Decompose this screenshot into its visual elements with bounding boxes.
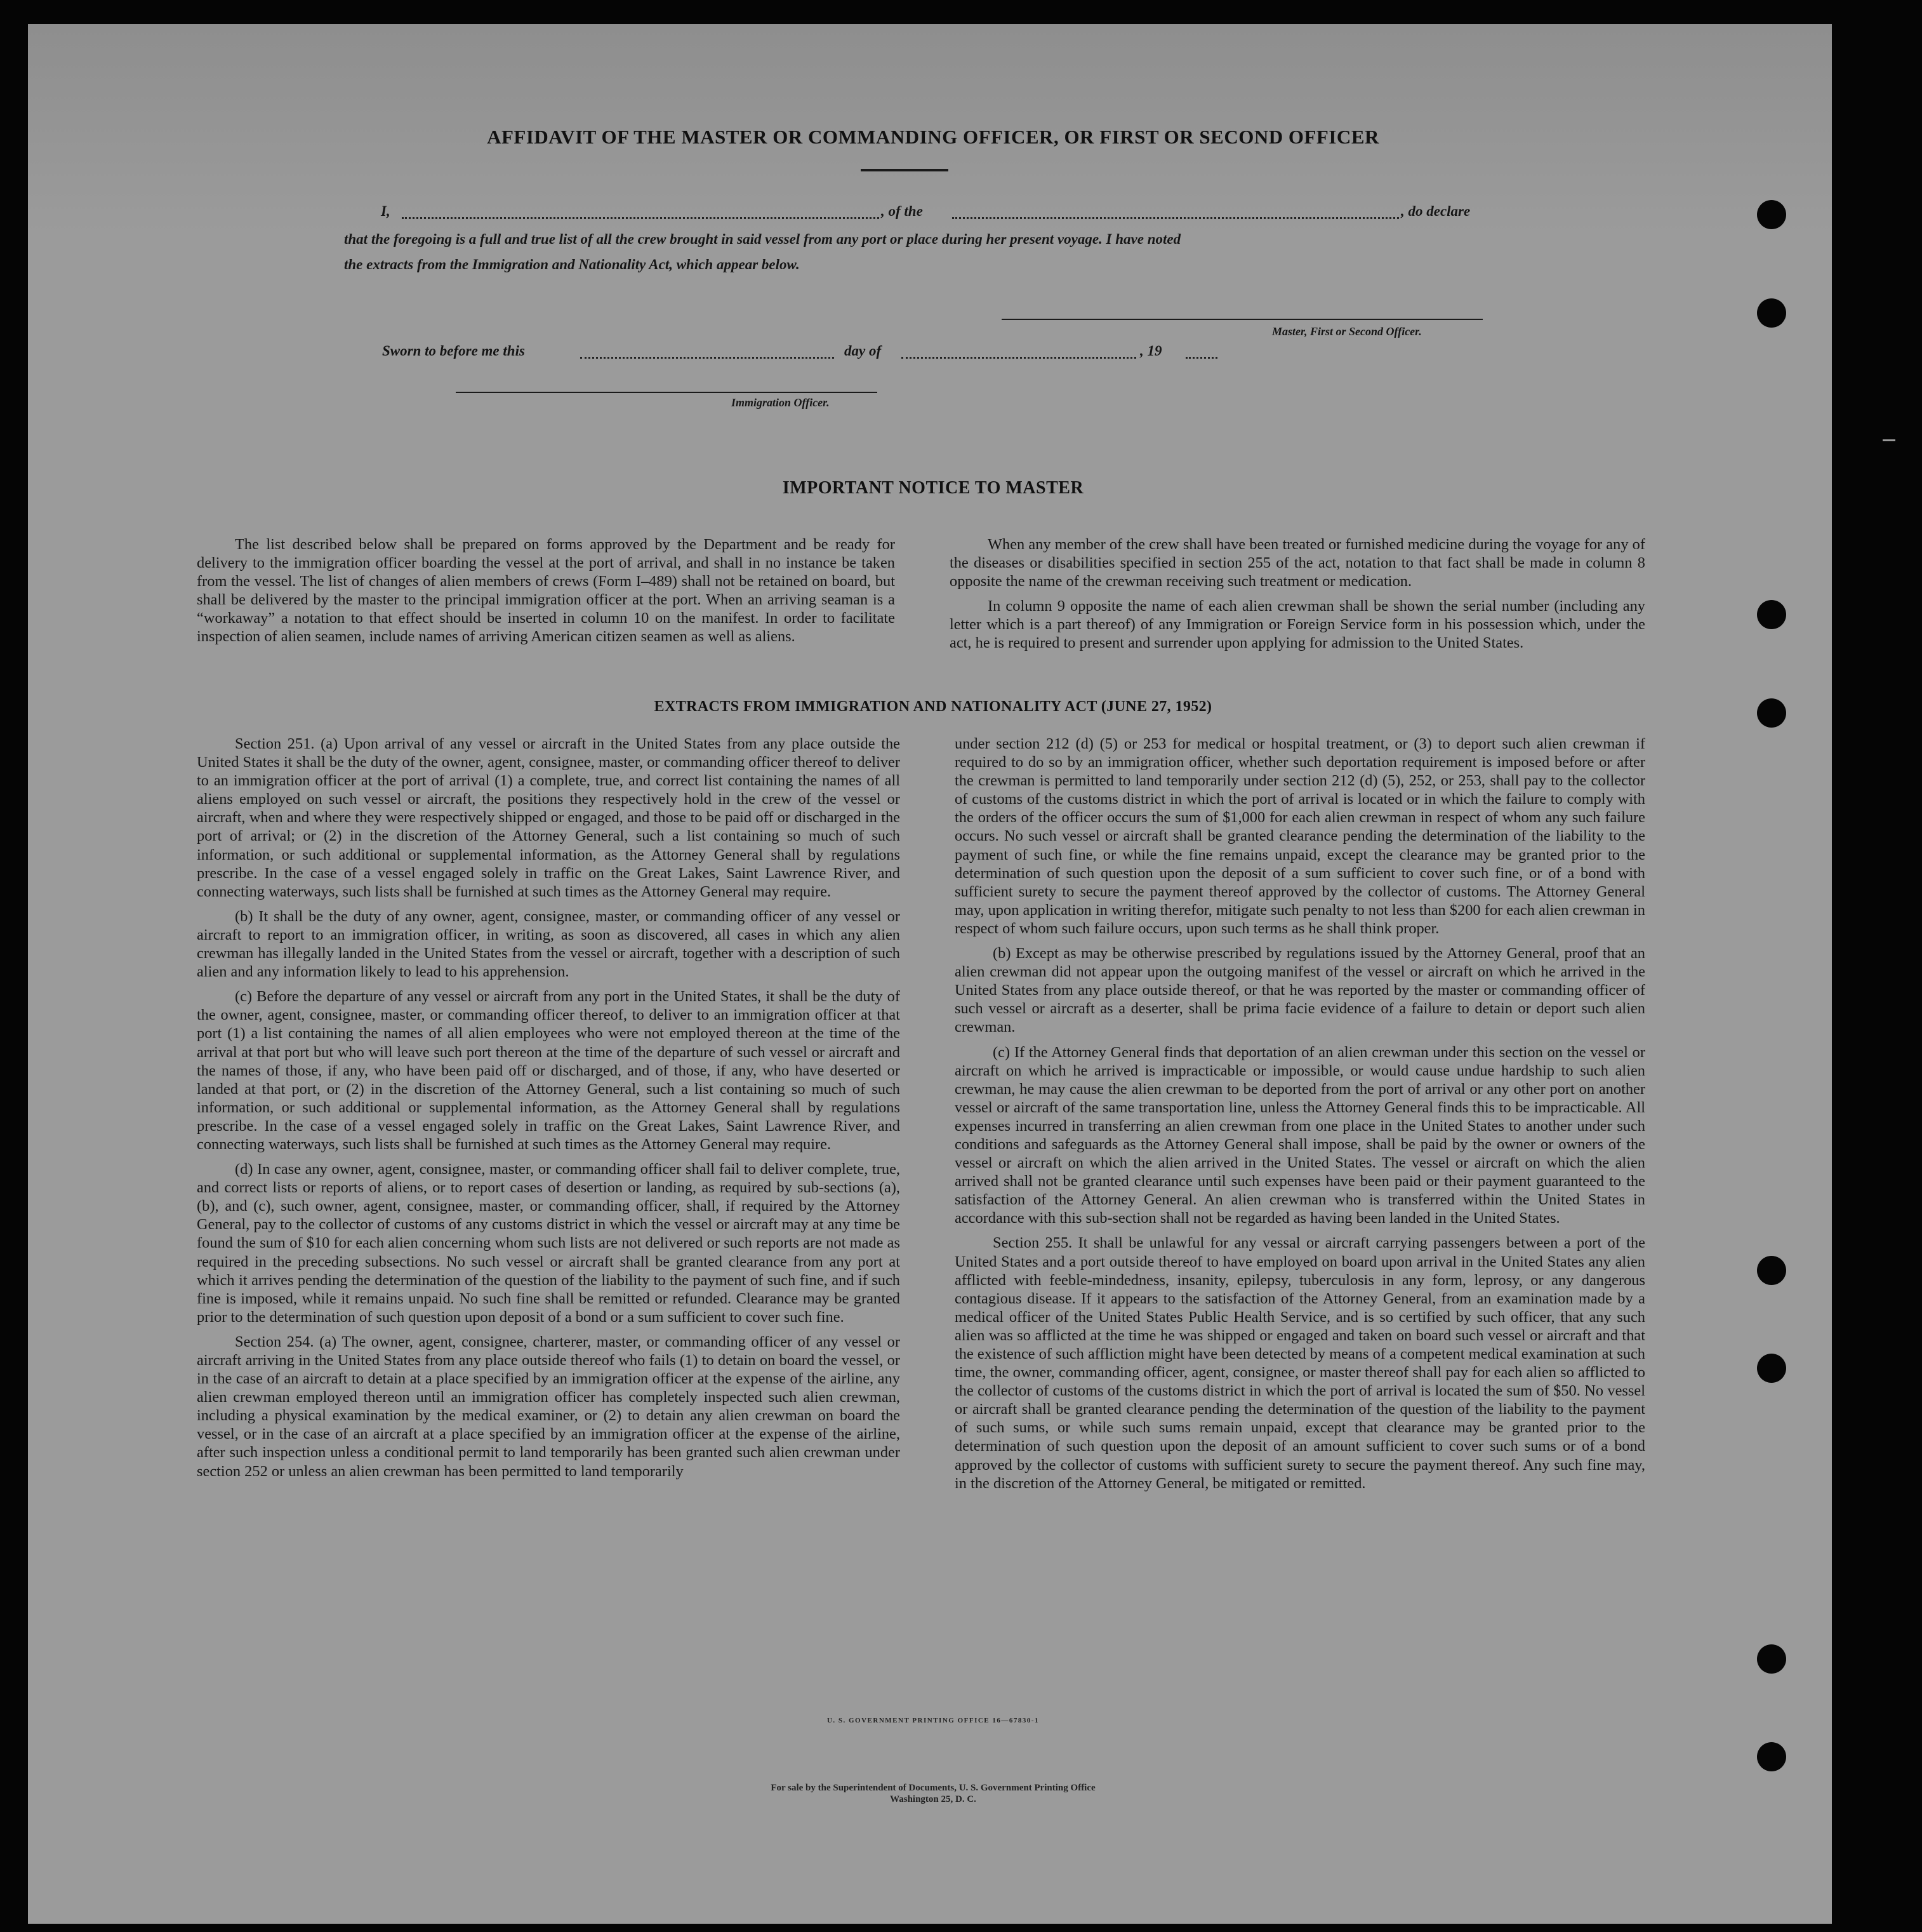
section-251b-paragraph: (b) It shall be the duty of any owner, agent, consignee, master, or commanding officer of any vessel or aircraft to report to an immigration officer, in writing, as soon as discovered, all cases in which any alien crewman has illegally landed in the United States from the vessel or aircraft, together with a description of such alien and any information likely to lead to his apprehension.: [197, 907, 900, 981]
master-signature-line[interactable]: [1002, 319, 1483, 320]
notice-title: IMPORTANT NOTICE TO MASTER: [782, 478, 1084, 498]
section-254-paragraph: Section 254. (a) The owner, agent, consignee, charterer, master, or commanding officer of any vessel or aircraft arriving in the United States from any place outside thereof who fails (1) to detain on board the vessel, or in the case of an aircraft to detain at a place specified by an immigration officer at the expense of the airline, any alien crewman employed thereon until an immigration officer has completely inspected such alien crewman, including a physical examination by the medical examiner, or (2) to detain any alien crewman on board the vessel, or in the case of an aircraft at a place specified by an immigration officer at the expense of the airline, after such inspection unless a conditional permit to land temporarily has been granted such alien crewman under section 252 or unless an alien crewman has been permitted to land temporarily: [197, 1333, 900, 1480]
day-of-label: day of: [844, 343, 882, 359]
punch-hole: [1757, 698, 1786, 728]
punch-hole: [1757, 200, 1786, 229]
of-the-label: , of the: [881, 203, 923, 219]
notice-paragraph: The list described below shall be prepared on forms approved by the Department and be ready for delivery to the immigration officer boarding the vessel at the port of arrival, and shall in no instance be taken from the vessel. The list of changes of alien members of crews (Form I–489) shall not be retained on board, but shall be delivered by the master to the principal immigration officer at the port. When an arriving seaman is a “workaway” a notation to that effect should be inserted in column 10 on the manifest. In order to facilitate inspection of alien seamen, include names of arriving American citizen seamen as well as aliens.: [197, 536, 895, 646]
affidavit-statement-line: that the foregoing is a full and true list of all the crew brought in said vessel from any port or place during her present voyage. I have noted: [344, 231, 1181, 247]
section-251d-paragraph: (d) In case any owner, agent, consignee, master, or commanding officer shall fail to deliver complete, true, and correct lists or reports of aliens, or to report cases of desertion or landing, as required by sub-sections (a), (b), and (c), such owner, agent, consignee, master, or commanding officer, shall, if required by the Attorney General, pay to the collector of customs of any customs district in which the vessel or aircraft may at any time be found the sum of $10 for each alien concerning whom such lists are not delivered or such reports are not made as required in the preceding subsections. No such vessel or aircraft shall be granted clearance from any port at which it arrives pending the determination of the question of the liability to the payment of such fine, and if such fine is imposed, while it remains unpaid. No such fine shall be remitted or refunded. Clearance may be granted prior to the determination of such question upon deposit of a bond or a sum sufficient to cover such fine.: [197, 1161, 900, 1326]
punch-hole: [1757, 1354, 1786, 1383]
declarant-name-field[interactable]: [402, 217, 879, 219]
sworn-date-field[interactable]: [580, 357, 834, 359]
immigration-officer-caption: Immigration Officer.: [731, 396, 830, 409]
affidavit-statement-line: the extracts from the Immigration and Nationality Act, which appear below.: [344, 256, 800, 272]
do-declare-label: , do declare: [1401, 203, 1471, 219]
section-254c-paragraph: (c) If the Attorney General finds that deportation of an alien crewman under this section on the vessel or aircraft on which he arrived is impracticable or impossible, or would cause undue hardship to such alien crewman, he may cause the alien crewman to be deported from the port of arrival or any other port on another vessel or aircraft of the same transportation line, unless the Attorney General finds this to be impracticable. All expenses incurred in transferring an alien crewman from one place in the United States to another under such conditions and safeguards as the Attorney General shall impose, shall be paid by the owner or owners of the vessel or aircraft on which the alien arrived in the United States. The vessel or aircraft on which the alien arrived shall not be granted clearance until such expenses have been paid or their payment guaranteed to the satisfaction of the Attorney General. An alien crewman who is transferred within the United States in accordance with this sub-section shall not be regarded as having been landed in the United States.: [955, 1043, 1645, 1227]
punch-hole: [1757, 1256, 1786, 1285]
year-label: , 19: [1140, 343, 1162, 359]
punch-hole: [1757, 1742, 1786, 1771]
notice-left-column: [197, 535, 895, 646]
sale-notice-city: Washington 25, D. C.: [890, 1794, 976, 1804]
master-signature-caption: Master, First or Second Officer.: [1272, 325, 1422, 338]
punch-hole: [1757, 298, 1786, 328]
vessel-name-field[interactable]: [952, 217, 1399, 219]
immigration-officer-signature-line[interactable]: [456, 392, 877, 393]
notice-paragraph: When any member of the crew shall have been treated or furnished medicine during the voyage for any of the diseases or disabilities specified in section 255 of the act, notation to that fact shall be made in column 8 opposite the name of the crewman receiving such treatment or medication.: [950, 536, 1645, 590]
punch-hole: [1757, 600, 1786, 629]
affidavit-i-label: I,: [381, 203, 390, 219]
extracts-right-column: [955, 735, 1645, 1493]
extracts-left-column: [197, 735, 900, 1481]
gpo-imprint: U. S. GOVERNMENT PRINTING OFFICE 16—67830-1: [826, 1717, 1040, 1724]
section-251-paragraph: Section 251. (a) Upon arrival of any vessel or aircraft in the United States from any place outside the United States it shall be the duty of the owner, agent, consignee, master, or commanding officer thereof to deliver to an immigration officer at the port of arrival (1) a complete, true, and correct list containing the names of all aliens employed on such vessel or aircraft, the positions they respectively hold in the crew of the vessel or aircraft, when and where they were respectively shipped or engaged, and those to be paid off or discharged in the port of arrival; or (2) in the discretion of the Attorney General, such a list containing so much of such information, or such additional or supplemental information, as the Attorney General shall by regulations prescribe. In the case of a vessel engaged solely in traffic on the Great Lakes, Saint Lawrence River, and connecting waterways, such lists shall be furnished at such times as the Attorney General may require.: [197, 735, 900, 900]
edge-mark: [1883, 439, 1895, 441]
sworn-month-field[interactable]: [901, 357, 1136, 359]
section-251c-paragraph: (c) Before the departure of any vessel or aircraft from any port in the United States, it shall be the duty of the owner, agent, consignee, master, or commanding officer thereof, to deliver to an immigration officer at that port (1) a list containing the names of all alien employees who were not employed thereon at the time of the arrival at that port but who will leave such port thereon at the time of the departure of such vessel or aircraft and the names of those, if any, who have been paid off or discharged, and of those, if any, who have deserted or landed at that port, or (2) in the discretion of the Attorney General, such a list containing so much of such information, or such additional or supplemental information, as the Attorney General shall by regulations prescribe. In the case of a vessel engaged solely in traffic on the Great Lakes, Saint Lawrence River, and connecting waterways, such lists shall be furnished at such times as the Attorney General may require.: [197, 988, 900, 1153]
extracts-title: EXTRACTS FROM IMMIGRATION AND NATIONALITY ACT (JUNE 27, 1952): [654, 698, 1212, 715]
punch-hole: [1757, 1644, 1786, 1674]
section-254-continued: under section 212 (d) (5) or 253 for medical or hospital treatment, or (3) to deport such alien crewman if required to do so by an immigration officer, whether such deportation requirement is imposed before or after the crewman is permitted to land temporarily under section 212 (d) (5), 252, or 253, shall pay to the collector of customs of the customs district in which the port of arrival is located or in which the failure to comply with the orders of the officer occurs the sum of $1,000 for each alien crewman in respect of whom any such failure occurs. No such vessel or aircraft shall be granted clearance pending the determination of the liability to the payment of such fine, or while the fine remains unpaid, except the clearance may be granted prior to the determination of such question upon the deposit of a sum sufficient to cover such fine, or of a bond with sufficient surety to secure the payment thereof approved by the collector of customs. The Attorney General may, upon application in writing therefor, mitigate such penalty to not less than $200 for each alien crewman in respect of whom such failure occurs, upon such terms as he shall think proper.: [955, 735, 1645, 937]
affidavit-title: AFFIDAVIT OF THE MASTER OR COMMANDING OFFICER, OR FIRST OR SECOND OFFICER: [487, 126, 1379, 148]
title-divider: [861, 169, 948, 171]
notice-right-column: [950, 535, 1645, 653]
sale-notice: For sale by the Superintendent of Documents, U. S. Government Printing Office: [771, 1783, 1096, 1793]
section-254b-paragraph: (b) Except as may be otherwise prescribed by regulations issued by the Attorney General, proof that an alien crewman did not appear upon the outgoing manifest of the vessel or aircraft on which he arrived in the United States from any place outside thereof, or that he was reported by the master or commanding officer of such vessel or aircraft as a deserter, shall be prima facie evidence of a failure to detain or deport such alien crewman.: [955, 945, 1645, 1036]
section-255-paragraph: Section 255. It shall be unlawful for any vessal or aircraft carrying passengers between a port of the United States and a port outside thereof to have employed on board upon arrival in the United States any alien afflicted with feeble-mindedness, insanity, epilepsy, tuberculosis in any form, leprosy, or any dangerous contagious disease. If it appears to the satisfaction of the Attorney General, from an examination made by a medical officer of the United States Public Health Service, and is so certified by such officer, that any such alien was so afflicted at the time he was shipped or engaged and taken on board such vessel or aircraft and that the existence of such affliction might have been detected by means of a competent medical examination at such time, the owner, commanding officer, agent, consignee, or master thereof shall pay for each alien so afflicted to the collector of customs of the customs district in which the port of arrival is located the sum of $50. No vessel or aircraft shall be granted clearance pending the determination of the question of the liability to the payment of such sums, or while such sums remain unpaid, except that clearance may be granted prior to the determination of such question upon the deposit of an amount sufficient to cover such sums or of a bond approved by the collector of customs with sufficient surety to secure the payment thereof. Any such fine may, in the discretion of the Attorney General, be mitigated or remitted.: [955, 1234, 1645, 1492]
sworn-label: Sworn to before me this: [382, 343, 525, 359]
notice-paragraph: In column 9 opposite the name of each alien crewman shall be shown the serial number (including any letter which is a part thereof) of any Immigration or Foreign Service form in his possession which, under the act, he is required to present and surrender upon applying for admission to the United States.: [950, 597, 1645, 652]
sworn-year-field[interactable]: [1186, 357, 1217, 359]
